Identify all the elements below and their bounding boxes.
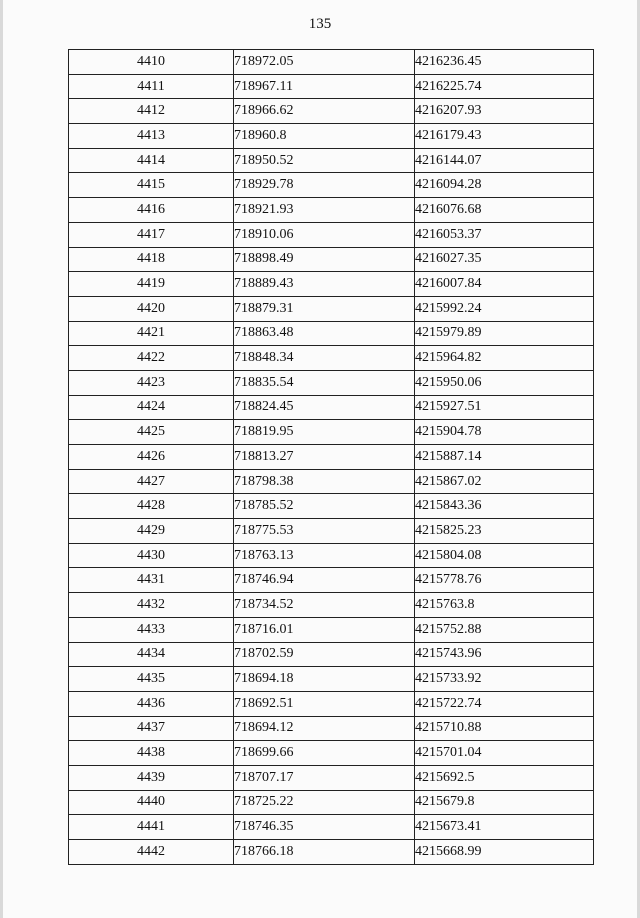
x-coordinate-cell: 718929.78 — [234, 173, 415, 198]
table-row — [69, 494, 594, 519]
x-coordinate-cell: 718813.27 — [234, 445, 415, 470]
x-coordinate-cell: 718746.35 — [234, 815, 415, 840]
y-coordinate-cell: 4215778.76 — [415, 568, 594, 593]
point-number-cell: 4421 — [69, 321, 234, 346]
y-coordinate-cell: 4215692.5 — [415, 765, 594, 790]
x-coordinate-cell: 718960.8 — [234, 124, 415, 149]
y-coordinate-cell: 4215710.88 — [415, 716, 594, 741]
table-row — [69, 321, 594, 346]
y-coordinate-cell: 4215992.24 — [415, 296, 594, 321]
x-coordinate-cell: 718798.38 — [234, 469, 415, 494]
point-number-cell: 4434 — [69, 642, 234, 667]
point-number-cell: 4418 — [69, 247, 234, 272]
point-number-cell: 4427 — [69, 469, 234, 494]
y-coordinate-cell: 4215763.8 — [415, 593, 594, 618]
x-coordinate-cell: 718725.22 — [234, 790, 415, 815]
point-number-cell: 4429 — [69, 519, 234, 544]
table-row — [69, 568, 594, 593]
table-row — [69, 222, 594, 247]
point-number-cell: 4411 — [69, 74, 234, 99]
x-coordinate-cell: 718734.52 — [234, 593, 415, 618]
point-number-cell: 4439 — [69, 765, 234, 790]
table-row — [69, 519, 594, 544]
point-number-cell: 4432 — [69, 593, 234, 618]
y-coordinate-cell: 4216027.35 — [415, 247, 594, 272]
point-number-cell: 4420 — [69, 296, 234, 321]
table-row — [69, 124, 594, 149]
table-row — [69, 74, 594, 99]
y-coordinate-cell: 4215927.51 — [415, 395, 594, 420]
x-coordinate-cell: 718694.18 — [234, 667, 415, 692]
y-coordinate-cell: 4216007.84 — [415, 272, 594, 297]
table-row — [69, 790, 594, 815]
y-coordinate-cell: 4215701.04 — [415, 741, 594, 766]
point-number-cell: 4442 — [69, 840, 234, 865]
x-coordinate-cell: 718921.93 — [234, 198, 415, 223]
y-coordinate-cell: 4215752.88 — [415, 617, 594, 642]
point-number-cell: 4419 — [69, 272, 234, 297]
point-number-cell: 4441 — [69, 815, 234, 840]
point-number-cell: 4422 — [69, 346, 234, 371]
point-number-cell: 4430 — [69, 543, 234, 568]
table-row — [69, 148, 594, 173]
y-coordinate-cell: 4215722.74 — [415, 691, 594, 716]
y-coordinate-cell: 4215733.92 — [415, 667, 594, 692]
x-coordinate-cell: 718879.31 — [234, 296, 415, 321]
y-coordinate-cell: 4215673.41 — [415, 815, 594, 840]
x-coordinate-cell: 718702.59 — [234, 642, 415, 667]
table-row — [69, 420, 594, 445]
table-row — [69, 617, 594, 642]
x-coordinate-cell: 718950.52 — [234, 148, 415, 173]
point-number-cell: 4414 — [69, 148, 234, 173]
table-row — [69, 667, 594, 692]
y-coordinate-cell: 4215804.08 — [415, 543, 594, 568]
y-coordinate-cell: 4216144.07 — [415, 148, 594, 173]
point-number-cell: 4413 — [69, 124, 234, 149]
x-coordinate-cell: 718699.66 — [234, 741, 415, 766]
y-coordinate-cell: 4215825.23 — [415, 519, 594, 544]
table-row — [69, 395, 594, 420]
table-row — [69, 593, 594, 618]
point-number-cell: 4410 — [69, 50, 234, 75]
x-coordinate-cell: 718824.45 — [234, 395, 415, 420]
table-row — [69, 296, 594, 321]
point-number-cell: 4426 — [69, 445, 234, 470]
y-coordinate-cell: 4215950.06 — [415, 370, 594, 395]
x-coordinate-cell: 718692.51 — [234, 691, 415, 716]
scan-edge-left — [0, 0, 3, 918]
point-number-cell: 4424 — [69, 395, 234, 420]
x-coordinate-cell: 718863.48 — [234, 321, 415, 346]
x-coordinate-cell: 718694.12 — [234, 716, 415, 741]
table-row — [69, 346, 594, 371]
coordinate-table — [68, 49, 594, 865]
page-number: 135 — [308, 16, 332, 32]
point-number-cell: 4417 — [69, 222, 234, 247]
point-number-cell: 4438 — [69, 741, 234, 766]
x-coordinate-cell: 718746.94 — [234, 568, 415, 593]
y-coordinate-cell: 4216207.93 — [415, 99, 594, 124]
y-coordinate-cell: 4215887.14 — [415, 445, 594, 470]
x-coordinate-cell: 718766.18 — [234, 840, 415, 865]
x-coordinate-cell: 718966.62 — [234, 99, 415, 124]
table-row — [69, 815, 594, 840]
table-row — [69, 543, 594, 568]
x-coordinate-cell: 718848.34 — [234, 346, 415, 371]
table-row — [69, 198, 594, 223]
y-coordinate-cell: 4216179.43 — [415, 124, 594, 149]
point-number-cell: 4431 — [69, 568, 234, 593]
y-coordinate-cell: 4216076.68 — [415, 198, 594, 223]
x-coordinate-cell: 718898.49 — [234, 247, 415, 272]
x-coordinate-cell: 718972.05 — [234, 50, 415, 75]
y-coordinate-cell: 4216053.37 — [415, 222, 594, 247]
table-row — [69, 469, 594, 494]
point-number-cell: 4416 — [69, 198, 234, 223]
x-coordinate-cell: 718707.17 — [234, 765, 415, 790]
table-row — [69, 445, 594, 470]
point-number-cell: 4412 — [69, 99, 234, 124]
x-coordinate-cell: 718785.52 — [234, 494, 415, 519]
y-coordinate-cell: 4216225.74 — [415, 74, 594, 99]
table-row — [69, 741, 594, 766]
point-number-cell: 4423 — [69, 370, 234, 395]
y-coordinate-cell: 4215743.96 — [415, 642, 594, 667]
table-row — [69, 272, 594, 297]
y-coordinate-cell: 4215668.99 — [415, 840, 594, 865]
x-coordinate-cell: 718835.54 — [234, 370, 415, 395]
x-coordinate-cell: 718716.01 — [234, 617, 415, 642]
point-number-cell: 4415 — [69, 173, 234, 198]
y-coordinate-cell: 4215843.36 — [415, 494, 594, 519]
y-coordinate-cell: 4216236.45 — [415, 50, 594, 75]
table-row — [69, 50, 594, 75]
x-coordinate-cell: 718763.13 — [234, 543, 415, 568]
table-row — [69, 99, 594, 124]
table-row — [69, 247, 594, 272]
point-number-cell: 4428 — [69, 494, 234, 519]
table-row — [69, 716, 594, 741]
table-row — [69, 765, 594, 790]
table-row — [69, 691, 594, 716]
point-number-cell: 4435 — [69, 667, 234, 692]
y-coordinate-cell: 4215979.89 — [415, 321, 594, 346]
point-number-cell: 4425 — [69, 420, 234, 445]
y-coordinate-cell: 4215904.78 — [415, 420, 594, 445]
point-number-cell: 4440 — [69, 790, 234, 815]
point-number-cell: 4437 — [69, 716, 234, 741]
x-coordinate-cell: 718819.95 — [234, 420, 415, 445]
point-number-cell: 4436 — [69, 691, 234, 716]
table-body — [69, 50, 594, 865]
x-coordinate-cell: 718967.11 — [234, 74, 415, 99]
y-coordinate-cell: 4215867.02 — [415, 469, 594, 494]
y-coordinate-cell: 4216094.28 — [415, 173, 594, 198]
y-coordinate-cell: 4215964.82 — [415, 346, 594, 371]
point-number-cell: 4433 — [69, 617, 234, 642]
table-row — [69, 840, 594, 865]
x-coordinate-cell: 718910.06 — [234, 222, 415, 247]
x-coordinate-cell: 718775.53 — [234, 519, 415, 544]
table-row — [69, 370, 594, 395]
table-row — [69, 642, 594, 667]
x-coordinate-cell: 718889.43 — [234, 272, 415, 297]
table-row — [69, 173, 594, 198]
y-coordinate-cell: 4215679.8 — [415, 790, 594, 815]
